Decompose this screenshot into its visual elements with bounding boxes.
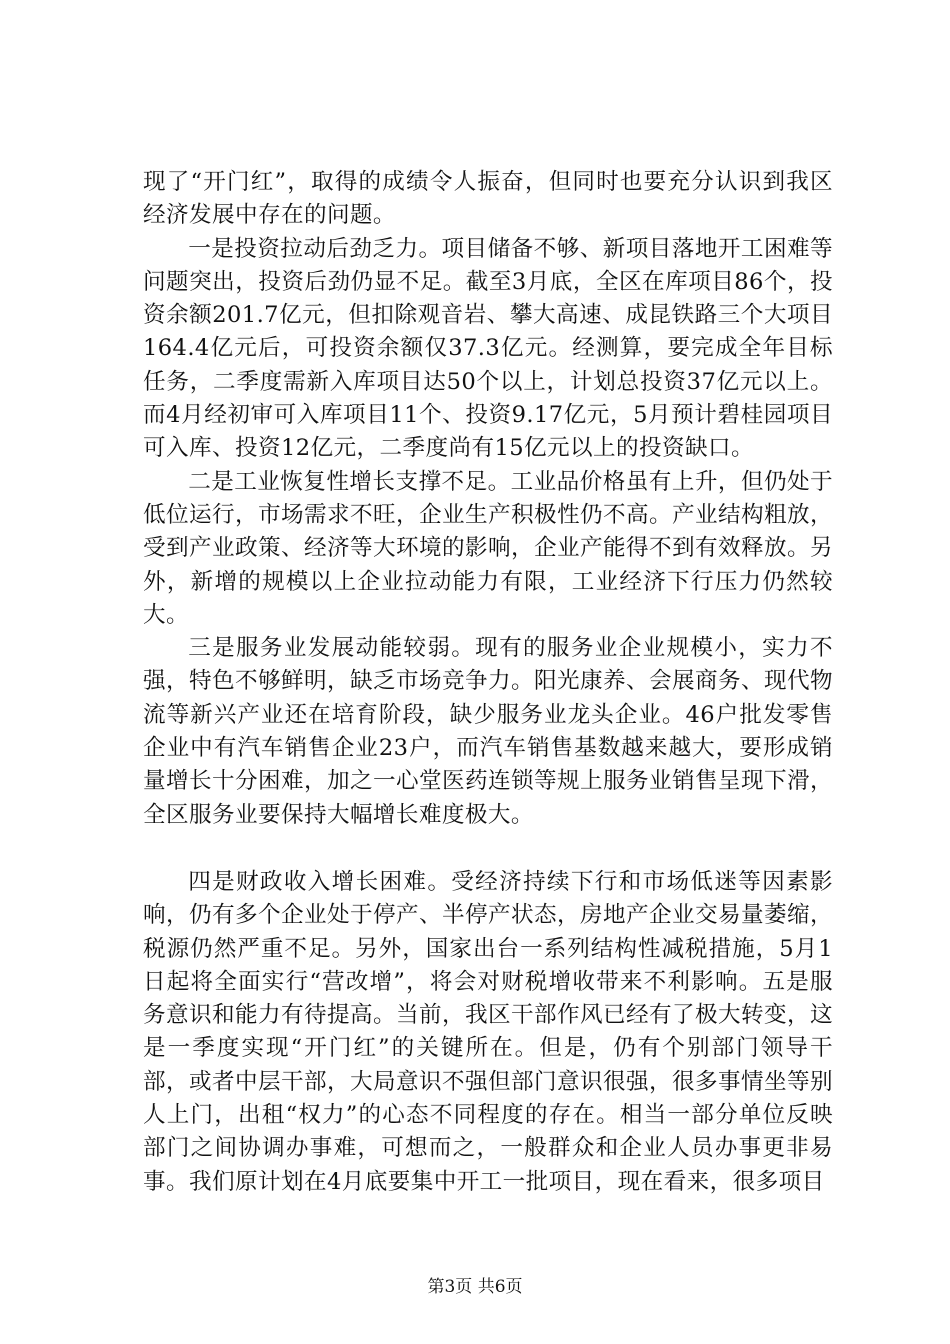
- paragraph-industry: 二是工业恢复性增长支撑不足。工业品价格虽有上升，但仍处于低位运行，市场需求不旺，企业生产积极性仍不高。产业结构粗放，受到产业政策、经济等大环境的影响，企业产能得不到有效释放。另外，新增的规模以上企业拉动能力有限，工业经济下行压力仍然较大。: [143, 468, 833, 628]
- paragraph-services: 三是服务业发展动能较弱。现有的服务业企业规模小，实力不强，特色不够鲜明，缺乏市场竞争力。阳光康养、会展商务、现代物流等新兴产业还在培育阶段，缺少服务业龙头企业。46户批发零售企业中有汽车销售企业23户，而汽车销售基数越来越大，要形成销量增长十分困难，加之一心堂医药连锁等规上服务业销售呈现下滑，全区服务业要保持大幅增长难度极大。: [143, 635, 833, 828]
- paragraph-intro-continuation: 现了“开门红”，取得的成绩令人振奋，但同时也要充分认识到我区经济发展中存在的问题。: [143, 169, 833, 229]
- page-footer: 第3页 共6页: [427, 1277, 523, 1297]
- paragraph-investment: 一是投资拉动后劲乏力。项目储备不够、新项目落地开工困难等问题突出，投资后劲仍显不足。截至3月底，全区在库项目86个，投资余额201.7亿元，但扣除观音岩、攀大高速、成昆铁路三个大项目164.4亿元后，可投资余额仅37.3亿元。经测算，要完成全年目标任务，二季度需新入库项目达50个以上，计划总投资37亿元以上。而4月经初审可入库项目11个、投资9.17亿元，5月预计碧桂园项目可入库、投资12亿元，二季度尚有15亿元以上的投资缺口。: [143, 235, 833, 462]
- paragraph-finance: 四是财政收入增长困难。受经济持续下行和市场低迷等因素影响，仍有多个企业处于停产、半停产状态，房地产企业交易量萎缩，税源仍然严重不足。另外，国家出台一系列结构性减税措施，5月1日起将全面实行“营改增”，将会对财税增收带来不利影响。五是服务意识和能力有待提高。当前，我区干部作风已经有了极大转变，这是一季度实现“开门红”的关键所在。但是，仍有个别部门领导干部，或者中层干部，大局意识不强但部门意识很强，很多事情坐等别人上门，出租“权力”的心态不同程度的存在。相当一部分单位反映部门之间协调办事难，可想而之，一般群众和企业人员办事更非易事。我们原计划在4月底要集中开工一批项目，现在看来，很多项目: [143, 868, 833, 1195]
- paragraph-gap: [143, 832, 833, 866]
- document-body: [143, 166, 833, 1199]
